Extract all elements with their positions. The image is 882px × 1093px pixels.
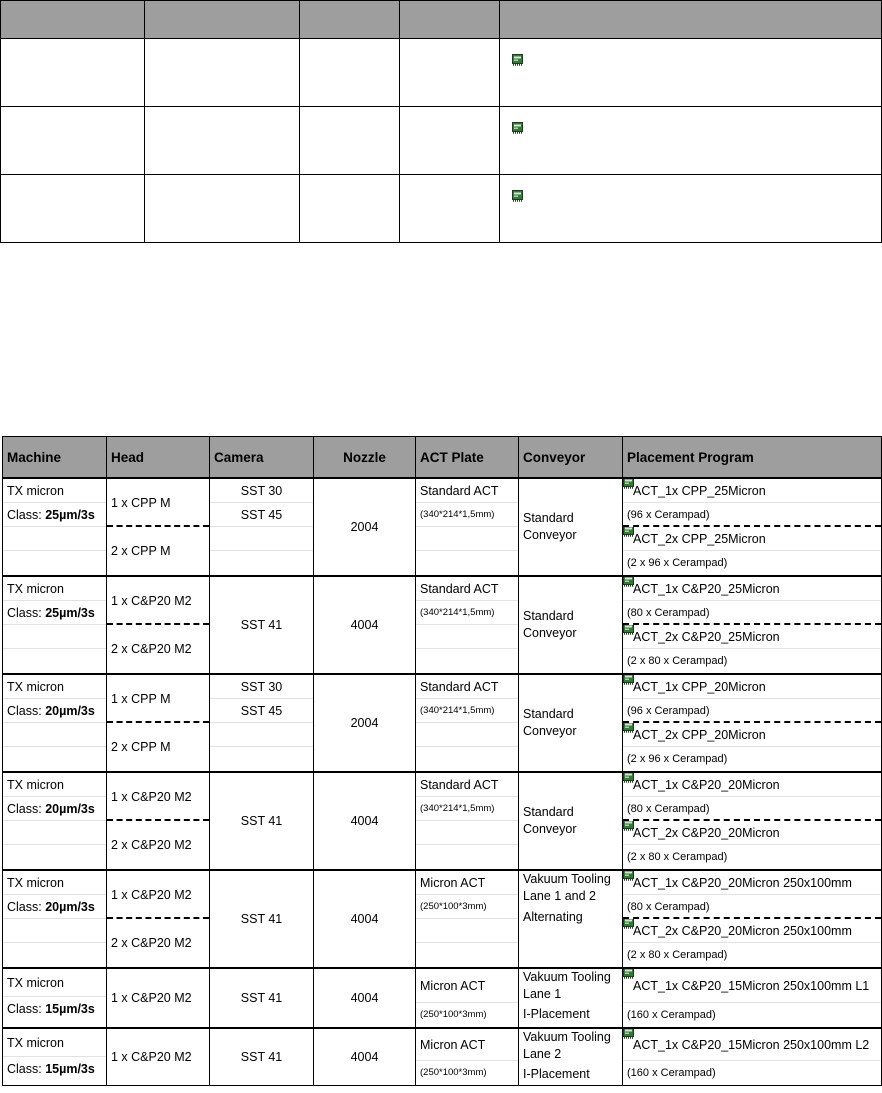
program-2-label: ACT_2x CPP_25Micron [633,532,766,546]
program-1[interactable] [623,479,881,503]
conveyor-lines [519,871,622,926]
act-plate-name: Standard ACT [416,479,518,503]
machine-cell [3,674,107,772]
program-1-label: ACT_1x C&P20_15Micron 250x100mm L1 [633,979,870,993]
act-plate-cell [416,968,519,1028]
conveyor-cell [519,968,623,1028]
head-lines [107,577,209,673]
top-cell [500,39,882,107]
machine-lines [3,969,106,1021]
class-label: Class: [7,802,42,816]
machine-class [3,699,106,723]
nozzle-cell [314,1028,416,1086]
nozzle-cell [314,674,416,772]
program-2-pad-count: (2 x 80 x Cerampad) [627,949,728,961]
blank-line [210,747,313,771]
circuit-board-icon [623,527,634,537]
blank-line [416,943,518,967]
act-plate-lines [416,577,518,673]
top-header-cell [300,1,400,39]
program-1[interactable] [623,1029,881,1061]
program-2-pad-count: (2 x 80 x Cerampad) [627,655,728,667]
act-plate-cell [416,772,519,870]
machine-name: TX micron [3,1029,106,1057]
class-value: 25µm/3s [45,508,95,522]
blank-line [416,649,518,673]
act-plate-cell [416,674,519,772]
placement-program-cell [623,576,882,674]
header-act-plate: ACT Plate [416,437,519,479]
act-plate-dimensions: (250*100*3mm) [420,1009,487,1020]
head-option-1: 1 x CPP M [107,675,209,723]
class-label: Class: [7,1002,42,1016]
machine-lines [3,773,106,869]
nozzle-value: 4004 [350,991,379,1005]
circuit-board-icon [623,1029,634,1039]
top-header-cell [400,1,500,39]
program-2-pad-count: (2 x 96 x Cerampad) [627,557,728,569]
program-1-pad-count: (96 x Cerampad) [623,699,881,723]
class-label: Class: [7,508,42,522]
program-2-label: ACT_2x C&P20_20Micron 250x100mm [633,924,852,938]
blank-line [3,747,106,771]
class-value: 20µm/3s [45,900,95,914]
nozzle-value: 2004 [350,520,379,534]
placement-program-lines [623,675,881,771]
machine-lines [3,479,106,575]
top-cell [1,175,145,243]
machine-lines [3,675,106,771]
top-cell [145,39,300,107]
program-1[interactable] [623,773,881,797]
act-plate-cell [416,478,519,576]
act-plate-lines [416,1029,518,1085]
program-2-label: ACT_2x C&P20_20Micron [633,826,780,840]
conveyor-cell [519,870,623,968]
top-cell [400,39,500,107]
act-plate-dimensions: (340*214*1,5mm) [416,601,518,625]
act-plate-name: Micron ACT [416,969,518,1003]
act-plate-cell [416,1028,519,1086]
nozzle-value: 2004 [350,716,379,730]
act-plate-dimensions: (340*214*1,5mm) [416,797,518,821]
conveyor-line-1: Vakuum Tooling [523,872,611,886]
machine-lines [3,577,106,673]
top-cell [500,175,882,243]
camera-value: SST 41 [240,814,283,828]
class-value: 15µm/3s [45,1062,95,1076]
program-1-label: ACT_1x C&P20_25Micron [633,582,780,596]
program-2-pad-count: (2 x 96 x Cerampad) [627,753,728,765]
blank-line [3,723,106,747]
blank-line [416,821,518,845]
machine-name: TX micron [3,773,106,797]
machine-cell [3,478,107,576]
placement-program-cell [623,478,882,576]
top-cell [145,175,300,243]
machine-name: TX micron [3,969,106,997]
circuit-board-icon[interactable] [512,54,523,66]
top-cell [300,107,400,175]
conveyor-cell [519,772,623,870]
camera-cell [210,576,314,674]
top-row [1,39,882,107]
camera-cell [210,1028,314,1086]
header-conveyor: Conveyor [519,437,623,479]
program-2[interactable] [623,919,881,943]
blank-line [3,919,106,943]
circuit-board-icon[interactable] [512,122,523,134]
nozzle-value: 4004 [350,1050,379,1064]
circuit-board-icon [623,919,634,929]
head-option-1: 1 x C&P20 M2 [107,871,209,919]
top-cell [1,107,145,175]
conveyor-line-2: Lane 2 [523,1047,562,1061]
table-row [3,870,882,968]
camera-value: SST 41 [240,618,283,632]
conveyor-line-1: Vakuum Tooling [523,970,611,984]
conveyor-value: Standard Conveyor [523,805,577,836]
camera-option-1: SST 30 [210,675,313,699]
top-table [0,0,882,243]
program-1-label: ACT_1x C&P20_20Micron 250x100mm [633,876,852,890]
program-2[interactable] [623,625,881,649]
placement-program-lines [623,479,881,575]
machine-name: TX micron [3,479,106,503]
blank-line [3,845,106,869]
class-label: Class: [7,704,42,718]
act-plate-cell [416,576,519,674]
machine-class [3,997,106,1021]
header-camera: Camera [210,437,314,479]
head-option-1: 1 x C&P20 M2 [107,577,209,625]
blank-line [210,527,313,551]
head-lines [107,675,209,771]
nozzle-cell [314,772,416,870]
camera-cell [210,674,314,772]
blank-line [3,943,106,967]
conveyor-line-1: Vakuum Tooling [523,1030,611,1044]
act-plate-lines [416,675,518,771]
placement-program-cell [623,968,882,1028]
program-1[interactable] [623,675,881,699]
nozzle-cell [314,870,416,968]
program-1-label: ACT_1x CPP_25Micron [633,484,766,498]
act-plate-lines [416,773,518,869]
blank-line [210,723,313,747]
nozzle-cell [314,968,416,1028]
conveyor-lines [519,1029,622,1083]
blank-line [416,551,518,575]
head-lines [107,871,209,967]
program-1-pad-count: (160 x Cerampad) [627,1009,716,1021]
class-label: Class: [7,900,42,914]
class-value: 20µm/3s [45,802,95,816]
conveyor-line-3: I-Placement [523,1067,590,1081]
program-2[interactable] [623,821,881,845]
program-1[interactable] [623,871,881,895]
top-row [1,107,882,175]
class-label: Class: [7,1062,42,1076]
conveyor-cell [519,1028,623,1086]
circuit-board-icon [623,969,634,979]
placement-program-lines [623,871,881,967]
placement-program-cell [623,1028,882,1086]
camera-value: SST 41 [240,991,283,1005]
camera-cell [210,968,314,1028]
program-1-pad-count: (160 x Cerampad) [627,1067,716,1079]
nozzle-value: 4004 [350,618,379,632]
header-head: Head [107,437,210,479]
top-header-cell [500,1,882,39]
head-cell [107,1028,210,1086]
head-option-2: 2 x C&P20 M2 [111,838,192,852]
program-1[interactable] [623,577,881,601]
machine-name: TX micron [3,675,106,699]
conveyor-line-2: Lane 1 [523,987,562,1001]
program-2-label: ACT_2x CPP_20Micron [633,728,766,742]
header-machine: Machine [3,437,107,479]
program-1-pad-count: (96 x Cerampad) [623,503,881,527]
class-value: 15µm/3s [45,1002,95,1016]
nozzle-value: 4004 [350,912,379,926]
conveyor-line-3: Alternating [523,910,583,924]
camera-cell [210,772,314,870]
conveyor-line-2: Lane 1 and 2 [523,889,596,903]
circuit-board-icon[interactable] [512,190,523,202]
circuit-board-icon [623,773,634,783]
program-1-pad-count: (80 x Cerampad) [623,895,881,919]
table-row [3,968,882,1028]
table-row [3,478,882,576]
blank-line [210,551,313,575]
class-label: Class: [7,606,42,620]
conveyor-cell [519,576,623,674]
blank-line [416,625,518,649]
top-cell [300,39,400,107]
top-header-cell [145,1,300,39]
table-row [3,772,882,870]
program-2-label: ACT_2x C&P20_25Micron [633,630,780,644]
circuit-board-icon [623,577,634,587]
table-row [3,1028,882,1086]
head-option-2: 2 x CPP M [111,740,171,754]
act-plate-cell [416,870,519,968]
head-option-1: 1 x C&P20 M2 [107,773,209,821]
camera-option-2: SST 45 [210,699,313,723]
placement-program-table [2,436,882,1086]
head-lines [107,479,209,575]
placement-program-lines [623,1029,881,1085]
machine-class [3,797,106,821]
machine-cell [3,772,107,870]
act-plate-name: Micron ACT [416,1029,518,1061]
placement-program-cell [623,870,882,968]
act-plate-dimensions: (250*100*3mm) [420,1067,487,1078]
blank-line [3,625,106,649]
top-cell [145,107,300,175]
circuit-board-icon [623,723,634,733]
head-cell [107,674,210,772]
table-row [3,674,882,772]
blank-line [3,821,106,845]
conveyor-cell [519,674,623,772]
blank-line [416,747,518,771]
blank-line [3,551,106,575]
camera-lines [210,675,313,771]
machine-class [3,1057,106,1081]
class-value: 20µm/3s [45,704,95,718]
conveyor-value: Standard Conveyor [523,707,577,738]
top-cell [400,107,500,175]
header-row [3,437,882,479]
machine-name: TX micron [3,577,106,601]
placement-program-cell [623,674,882,772]
top-cell [300,175,400,243]
blank-line [416,527,518,551]
act-plate-name: Standard ACT [416,773,518,797]
machine-cell [3,968,107,1028]
blank-line [3,649,106,673]
blank-line [416,845,518,869]
top-header-row [1,1,882,39]
conveyor-value: Standard Conveyor [523,511,577,542]
head-option-2: 2 x C&P20 M2 [111,642,192,656]
circuit-board-icon [623,625,634,635]
placement-program-lines [623,969,881,1027]
blank-line [3,527,106,551]
class-value: 25µm/3s [45,606,95,620]
program-1-label: ACT_1x CPP_20Micron [633,680,766,694]
program-1-pad-count: (80 x Cerampad) [623,601,881,625]
machine-cell [3,576,107,674]
program-1-label: ACT_1x C&P20_20Micron [633,778,780,792]
table-row [3,576,882,674]
camera-value: SST 41 [240,912,283,926]
nozzle-cell [314,478,416,576]
head-cell [107,576,210,674]
program-2[interactable] [623,723,881,747]
blank-line [416,919,518,943]
conveyor-cell [519,478,623,576]
head-option-1: 1 x C&P20 M2 [111,1050,192,1064]
act-plate-dimensions: (340*214*1,5mm) [416,699,518,723]
head-cell [107,968,210,1028]
program-2-pad-count: (2 x 80 x Cerampad) [627,851,728,863]
top-cell [1,39,145,107]
conveyor-line-3: I-Placement [523,1007,590,1021]
conveyor-value: Standard Conveyor [523,609,577,640]
machine-lines [3,871,106,967]
camera-cell [210,870,314,968]
header-nozzle: Nozzle [314,437,416,479]
head-option-1: 1 x C&P20 M2 [111,991,192,1005]
camera-lines [210,479,313,575]
circuit-board-icon [623,821,634,831]
program-1[interactable] [623,969,881,1003]
machine-class [3,895,106,919]
header-placement-program: Placement Program [623,437,882,479]
machine-class [3,503,106,527]
head-cell [107,870,210,968]
head-option-2: 2 x CPP M [111,544,171,558]
act-plate-lines [416,871,518,967]
machine-name: TX micron [3,871,106,895]
camera-cell [210,478,314,576]
act-plate-dimensions: (250*100*3mm) [416,895,518,919]
head-lines [107,773,209,869]
blank-line [416,723,518,747]
head-option-2: 2 x C&P20 M2 [111,936,192,950]
nozzle-cell [314,576,416,674]
act-plate-dimensions: (340*214*1,5mm) [416,503,518,527]
circuit-board-icon [623,675,634,685]
camera-option-2: SST 45 [210,503,313,527]
circuit-board-icon [623,871,634,881]
nozzle-value: 4004 [350,814,379,828]
act-plate-lines [416,969,518,1027]
top-cell [500,107,882,175]
head-cell [107,478,210,576]
top-row [1,175,882,243]
placement-program-cell [623,772,882,870]
program-1-label: ACT_1x C&P20_15Micron 250x100mm L2 [633,1038,870,1052]
head-option-1: 1 x CPP M [107,479,209,527]
act-plate-name: Standard ACT [416,577,518,601]
camera-option-1: SST 30 [210,479,313,503]
machine-cell [3,870,107,968]
act-plate-name: Micron ACT [416,871,518,895]
conveyor-lines [519,969,622,1023]
top-header-cell [1,1,145,39]
act-plate-name: Standard ACT [416,675,518,699]
placement-program-lines [623,577,881,673]
act-plate-lines [416,479,518,575]
camera-value: SST 41 [240,1050,283,1064]
program-1-pad-count: (80 x Cerampad) [623,797,881,821]
circuit-board-icon [623,479,634,489]
top-cell [400,175,500,243]
machine-lines [3,1029,106,1081]
head-cell [107,772,210,870]
machine-class [3,601,106,625]
machine-cell [3,1028,107,1086]
placement-program-lines [623,773,881,869]
program-2[interactable] [623,527,881,551]
